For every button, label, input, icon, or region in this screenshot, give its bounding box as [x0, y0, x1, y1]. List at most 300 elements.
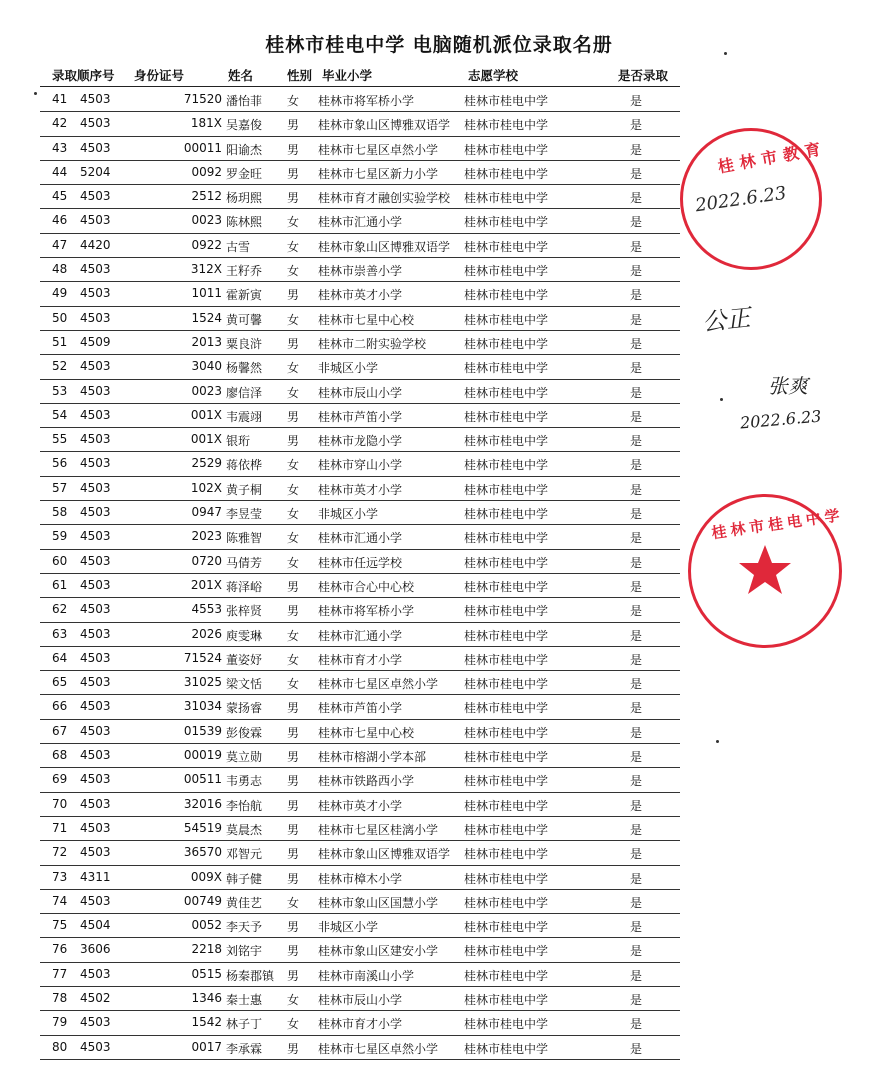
table-row [40, 161, 680, 185]
student-gender: 男 [287, 822, 300, 837]
row-number: 64 [52, 650, 68, 665]
id-suffix: 0023 [191, 213, 222, 228]
row-number: 72 [52, 845, 68, 860]
student-gender: 男 [287, 409, 300, 424]
student-name: 李怡航 [226, 798, 263, 813]
student-gender: 女 [287, 555, 300, 570]
target-school: 桂林市桂电中学 [464, 458, 549, 473]
id-prefix: 4503 [80, 1015, 111, 1030]
row-number: 58 [52, 505, 68, 520]
id-prefix: 4503 [80, 675, 111, 690]
student-name: 粟良浒 [226, 336, 263, 351]
primary-school: 桂林市辰山小学 [318, 385, 403, 400]
table-row [40, 841, 680, 865]
id-suffix: 2512 [191, 189, 222, 204]
id-suffix: 001X [190, 432, 222, 447]
admitted-status: 是 [630, 1041, 643, 1056]
primary-school: 桂林市象山区博雅双语学 [318, 847, 451, 862]
admitted-status: 是 [630, 482, 643, 497]
admitted-status: 是 [630, 458, 643, 473]
id-prefix: 4503 [80, 407, 111, 422]
row-number: 69 [52, 772, 68, 787]
student-gender: 男 [287, 1041, 300, 1056]
student-name: 黄佳艺 [226, 895, 263, 910]
student-name: 杨馨然 [226, 361, 263, 376]
stamp-date-top: 2022.6.23 [693, 182, 788, 217]
row-number: 51 [52, 334, 68, 349]
primary-school: 桂林市象山区博雅双语学 [318, 118, 451, 133]
student-gender: 女 [287, 385, 300, 400]
table-row [40, 817, 680, 841]
id-prefix: 4503 [80, 650, 111, 665]
target-school: 桂林市桂电中学 [464, 579, 549, 594]
id-prefix: 4311 [80, 869, 111, 884]
row-number: 46 [52, 213, 68, 228]
admitted-status: 是 [630, 239, 643, 254]
seal-stamp-top [680, 128, 829, 270]
student-gender: 女 [287, 458, 300, 473]
admitted-status: 是 [630, 118, 643, 133]
id-suffix: 54519 [183, 820, 222, 835]
student-name: 秦士惠 [226, 992, 263, 1007]
id-suffix: 3040 [191, 359, 222, 374]
primary-school: 桂林市芦笛小学 [318, 409, 403, 424]
target-school: 桂林市桂电中学 [464, 191, 549, 206]
student-gender: 女 [287, 507, 300, 522]
table-row [40, 209, 680, 233]
target-school: 桂林市桂电中学 [464, 944, 549, 959]
header-name: 姓名 [228, 68, 254, 83]
admitted-status: 是 [630, 725, 643, 740]
target-school: 桂林市桂电中学 [464, 239, 549, 254]
admitted-status: 是 [630, 677, 643, 692]
primary-school: 桂林市象山区博雅双语学 [318, 239, 451, 254]
target-school: 桂林市桂电中学 [464, 968, 549, 983]
student-gender: 男 [287, 701, 300, 716]
student-name: 刘铭宇 [226, 944, 263, 959]
student-name: 蒋依桦 [226, 458, 263, 473]
student-gender: 男 [287, 336, 300, 351]
id-prefix: 4504 [80, 918, 111, 933]
student-name: 古雪 [226, 239, 251, 254]
id-suffix: 00749 [183, 893, 222, 908]
id-suffix: 312X [190, 262, 222, 277]
student-name: 银珩 [226, 434, 251, 449]
row-number: 66 [52, 699, 68, 714]
row-number: 50 [52, 310, 68, 325]
target-school: 桂林市桂电中学 [464, 628, 549, 643]
admitted-status: 是 [630, 774, 643, 789]
row-number: 59 [52, 529, 68, 544]
table-row [40, 768, 680, 792]
target-school: 桂林市桂电中学 [464, 604, 549, 619]
student-name: 李昱莹 [226, 507, 263, 522]
admitted-status: 是 [630, 312, 643, 327]
admitted-status: 是 [630, 604, 643, 619]
header-admitted: 是否录取 [618, 68, 669, 83]
table-row [40, 914, 680, 938]
student-gender: 男 [287, 604, 300, 619]
id-prefix: 4503 [80, 480, 111, 495]
admitted-status: 是 [630, 385, 643, 400]
student-gender: 女 [287, 94, 300, 108]
student-name: 廖信泽 [226, 385, 263, 400]
row-number: 52 [52, 359, 68, 374]
table-row [40, 695, 680, 719]
target-school: 桂林市桂电中学 [464, 288, 549, 303]
row-number: 53 [52, 383, 68, 398]
id-suffix: 2013 [191, 334, 222, 349]
student-gender: 男 [287, 725, 300, 740]
admitted-status: 是 [630, 992, 643, 1007]
table-row [40, 744, 680, 768]
primary-school: 桂林市象山区建安小学 [318, 944, 439, 959]
scan-speck [724, 52, 727, 55]
student-name: 董姿妤 [226, 652, 263, 667]
student-gender: 女 [287, 239, 300, 254]
id-suffix: 31025 [183, 675, 222, 690]
primary-school: 桂林市穿山小学 [318, 458, 403, 473]
id-prefix: 4503 [80, 699, 111, 714]
student-name: 吴嘉俊 [226, 118, 263, 133]
handwritten-date: 2022.6.23 [739, 406, 823, 433]
id-suffix: 00511 [183, 772, 222, 787]
target-school: 桂林市桂电中学 [464, 264, 549, 279]
target-school: 桂林市桂电中学 [464, 750, 549, 765]
admitted-status: 是 [630, 579, 643, 594]
id-prefix: 4509 [80, 334, 111, 349]
student-name: 马倩芳 [226, 555, 263, 570]
target-school: 桂林市桂电中学 [464, 1017, 549, 1032]
id-suffix: 00011 [183, 140, 222, 155]
primary-school: 桂林市铁路西小学 [318, 774, 415, 789]
admitted-status: 是 [630, 701, 643, 716]
admitted-status: 是 [630, 531, 643, 546]
admitted-status: 是 [630, 1017, 643, 1032]
admitted-status: 是 [630, 434, 643, 449]
id-suffix: 0947 [191, 505, 222, 520]
target-school: 桂林市桂电中学 [464, 1041, 549, 1056]
id-prefix: 4502 [80, 990, 111, 1005]
header-no: 录取顺序号 [52, 68, 115, 83]
primary-school: 桂林市英才小学 [318, 798, 403, 813]
primary-school: 桂林市辰山小学 [318, 992, 403, 1007]
row-number: 54 [52, 407, 68, 422]
admitted-status: 是 [630, 555, 643, 570]
target-school: 桂林市桂电中学 [464, 434, 549, 449]
table-row [40, 1036, 680, 1060]
row-number: 44 [52, 164, 68, 179]
primary-school: 桂林市二附实验学校 [318, 336, 427, 351]
row-number: 74 [52, 893, 68, 908]
admitted-status: 是 [630, 264, 643, 279]
row-number: 77 [52, 966, 68, 981]
target-school: 桂林市桂电中学 [464, 774, 549, 789]
id-prefix: 4503 [80, 116, 111, 131]
student-name: 杨玥熙 [226, 191, 263, 206]
primary-school: 桂林市榕湖小学本部 [318, 750, 427, 765]
primary-school: 桂林市七星区新力小学 [318, 166, 439, 181]
admitted-status: 是 [630, 895, 643, 910]
id-prefix: 4503 [80, 286, 111, 301]
primary-school: 桂林市龙隐小学 [318, 434, 403, 449]
admitted-status: 是 [630, 920, 643, 935]
target-school: 桂林市桂电中学 [464, 409, 549, 424]
student-name: 彭俊霖 [226, 725, 263, 740]
id-prefix: 4503 [80, 723, 111, 738]
student-gender: 男 [287, 750, 300, 765]
table-row [40, 452, 680, 476]
row-number: 71 [52, 820, 68, 835]
student-gender: 男 [287, 944, 300, 959]
row-number: 73 [52, 869, 68, 884]
id-prefix: 4420 [80, 237, 111, 252]
admitted-status: 是 [630, 215, 643, 230]
id-prefix: 4503 [80, 140, 111, 155]
target-school: 桂林市桂电中学 [464, 361, 549, 376]
primary-school: 桂林市英才小学 [318, 288, 403, 303]
target-school: 桂林市桂电中学 [464, 215, 549, 230]
scan-speck [716, 740, 719, 743]
row-number: 41 [52, 92, 68, 106]
table-row [40, 404, 680, 428]
table-header [40, 66, 680, 87]
primary-school: 桂林市将军桥小学 [318, 604, 415, 619]
target-school: 桂林市桂电中学 [464, 798, 549, 813]
id-prefix: 4503 [80, 845, 111, 860]
student-gender: 女 [287, 652, 300, 667]
row-number: 56 [52, 456, 68, 471]
primary-school: 桂林市七星中心校 [318, 725, 415, 740]
admitted-status: 是 [630, 191, 643, 206]
target-school: 桂林市桂电中学 [464, 336, 549, 351]
id-suffix: 0092 [191, 164, 222, 179]
id-suffix: 31034 [183, 699, 222, 714]
student-name: 李承霖 [226, 1041, 263, 1056]
id-prefix: 4503 [80, 820, 111, 835]
table-row [40, 282, 680, 306]
primary-school: 非城区小学 [318, 361, 379, 376]
id-prefix: 4503 [80, 213, 111, 228]
id-prefix: 4503 [80, 359, 111, 374]
student-name: 王籽乔 [226, 264, 263, 279]
seal-star-icon [735, 541, 795, 601]
student-name: 莫晨杰 [226, 822, 263, 837]
admitted-status: 是 [630, 409, 643, 424]
id-prefix: 4503 [80, 748, 111, 763]
primary-school: 桂林市芦笛小学 [318, 701, 403, 716]
table-row [40, 598, 680, 622]
table-row [40, 963, 680, 987]
id-suffix: 01539 [183, 723, 222, 738]
row-number: 67 [52, 723, 68, 738]
student-name: 杨秦郡镇 [226, 968, 275, 983]
admission-table [40, 88, 680, 1060]
id-suffix: 1524 [191, 310, 222, 325]
id-suffix: 0720 [191, 553, 222, 568]
table-row [40, 525, 680, 549]
table-row [40, 793, 680, 817]
id-prefix: 4503 [80, 383, 111, 398]
row-number: 57 [52, 480, 68, 495]
admitted-status: 是 [630, 871, 643, 886]
admitted-status: 是 [630, 944, 643, 959]
id-suffix: 2023 [191, 529, 222, 544]
student-name: 韦震翊 [226, 409, 263, 424]
id-prefix: 4503 [80, 893, 111, 908]
row-number: 65 [52, 675, 68, 690]
row-number: 55 [52, 432, 68, 447]
student-gender: 女 [287, 992, 300, 1007]
id-prefix: 4503 [80, 577, 111, 592]
table-row [40, 720, 680, 744]
target-school: 桂林市桂电中学 [464, 895, 549, 910]
student-name: 邓智元 [226, 847, 263, 862]
student-gender: 男 [287, 434, 300, 449]
id-suffix: 181X [190, 116, 222, 131]
student-gender: 女 [287, 215, 300, 230]
primary-school: 桂林市育才融创实验学校 [318, 191, 451, 206]
student-name: 陈雅智 [226, 531, 263, 546]
handwritten-signature: 张爽 [768, 374, 808, 398]
target-school: 桂林市桂电中学 [464, 652, 549, 667]
row-number: 60 [52, 553, 68, 568]
id-suffix: 009X [190, 869, 222, 884]
student-gender: 男 [287, 968, 300, 983]
row-number: 80 [52, 1039, 68, 1054]
primary-school: 桂林市七星区卓然小学 [318, 1041, 439, 1056]
table-row [40, 380, 680, 404]
student-name: 韩子健 [226, 871, 263, 886]
student-name: 林子丁 [226, 1017, 263, 1032]
target-school: 桂林市桂电中学 [464, 677, 549, 692]
table-row [40, 1011, 680, 1035]
target-school: 桂林市桂电中学 [464, 507, 549, 522]
id-prefix: 4503 [80, 92, 111, 106]
student-name: 霍新寅 [226, 288, 263, 303]
primary-school: 桂林市汇通小学 [318, 215, 403, 230]
target-school: 桂林市桂电中学 [464, 992, 549, 1007]
student-gender: 女 [287, 677, 300, 692]
id-prefix: 4503 [80, 772, 111, 787]
table-row [40, 331, 680, 355]
header-school: 毕业小学 [322, 68, 373, 83]
row-number: 70 [52, 796, 68, 811]
primary-school: 桂林市象山区国慧小学 [318, 895, 439, 910]
target-school: 桂林市桂电中学 [464, 531, 549, 546]
student-gender: 女 [287, 531, 300, 546]
primary-school: 非城区小学 [318, 920, 379, 935]
student-gender: 男 [287, 798, 300, 813]
admitted-status: 是 [630, 847, 643, 862]
table-row [40, 137, 680, 161]
student-gender: 女 [287, 1017, 300, 1032]
admitted-status: 是 [630, 94, 643, 108]
table-row [40, 671, 680, 695]
row-number: 63 [52, 626, 68, 641]
admitted-status: 是 [630, 798, 643, 813]
table-row [40, 185, 680, 209]
admitted-status: 是 [630, 628, 643, 643]
target-school: 桂林市桂电中学 [464, 725, 549, 740]
target-school: 桂林市桂电中学 [464, 871, 549, 886]
row-number: 43 [52, 140, 68, 155]
target-school: 桂林市桂电中学 [464, 94, 549, 108]
scan-speck [720, 398, 723, 401]
row-number: 75 [52, 918, 68, 933]
primary-school: 桂林市育才小学 [318, 652, 403, 667]
student-name: 梁文恬 [226, 677, 263, 692]
id-suffix: 2529 [191, 456, 222, 471]
table-row [40, 938, 680, 962]
id-prefix: 4503 [80, 310, 111, 325]
id-suffix: 1542 [191, 1015, 222, 1030]
id-prefix: 4503 [80, 262, 111, 277]
student-name: 蒙扬睿 [226, 701, 263, 716]
table-row [40, 647, 680, 671]
student-name: 李天予 [226, 920, 263, 935]
primary-school: 桂林市七星区卓然小学 [318, 142, 439, 157]
student-name: 陈林熙 [226, 215, 263, 230]
admitted-status: 是 [630, 166, 643, 181]
row-number: 42 [52, 116, 68, 131]
student-gender: 男 [287, 920, 300, 935]
student-gender: 女 [287, 361, 300, 376]
header-target: 志愿学校 [468, 68, 519, 83]
admitted-status: 是 [630, 968, 643, 983]
primary-school: 桂林市七星中心校 [318, 312, 415, 327]
row-number: 48 [52, 262, 68, 277]
student-gender: 女 [287, 895, 300, 910]
primary-school: 桂林市七星区桂漓小学 [318, 822, 439, 837]
id-prefix: 3606 [80, 942, 111, 957]
student-name: 黄可馨 [226, 312, 263, 327]
table-row [40, 623, 680, 647]
primary-school: 桂林市英才小学 [318, 482, 403, 497]
row-number: 49 [52, 286, 68, 301]
id-suffix: 4553 [191, 602, 222, 617]
student-gender: 男 [287, 579, 300, 594]
id-prefix: 4503 [80, 966, 111, 981]
admitted-status: 是 [630, 750, 643, 765]
target-school: 桂林市桂电中学 [464, 166, 549, 181]
primary-school: 桂林市樟木小学 [318, 871, 403, 886]
student-name: 阳谕杰 [226, 142, 263, 157]
id-prefix: 4503 [80, 796, 111, 811]
id-suffix: 001X [190, 407, 222, 422]
primary-school: 桂林市汇通小学 [318, 531, 403, 546]
table-row [40, 477, 680, 501]
id-prefix: 4503 [80, 456, 111, 471]
target-school: 桂林市桂电中学 [464, 482, 549, 497]
admitted-status: 是 [630, 288, 643, 303]
student-name: 莫立勋 [226, 750, 263, 765]
admitted-status: 是 [630, 507, 643, 522]
table-row [40, 574, 680, 598]
student-gender: 女 [287, 264, 300, 279]
student-name: 蒋泽峪 [226, 579, 263, 594]
student-gender: 男 [287, 847, 300, 862]
id-suffix: 1011 [191, 286, 222, 301]
target-school: 桂林市桂电中学 [464, 142, 549, 157]
id-prefix: 4503 [80, 553, 111, 568]
table-row [40, 428, 680, 452]
table-row [40, 307, 680, 331]
table-row [40, 258, 680, 282]
id-prefix: 4503 [80, 529, 111, 544]
target-school: 桂林市桂电中学 [464, 847, 549, 862]
primary-school: 桂林市七星区卓然小学 [318, 677, 439, 692]
